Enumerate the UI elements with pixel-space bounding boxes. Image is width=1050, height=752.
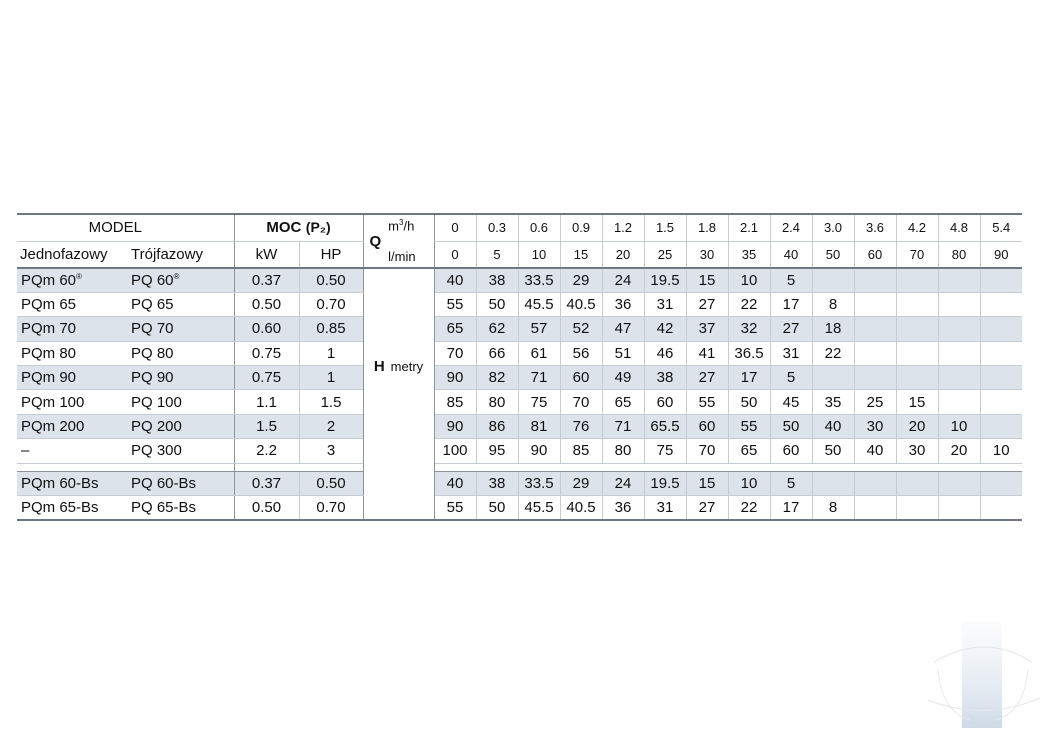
head-value-cell: 19.5 [644,268,686,292]
unit-m3h: $m^3/h$ [388,218,415,234]
single-phase-model [17,292,127,316]
head-value-cell: 75 [644,439,686,463]
single-phase-model-name: PQm 70 [21,320,77,338]
flow-m3h-cell: 0.9 [560,214,602,241]
head-value-cell: 70 [434,341,476,365]
single-phase-model [17,471,127,495]
flow-lmin-cell: 10 [518,241,560,268]
head-value-cell: 17 [770,292,812,316]
power-kw: 0.75 [234,366,299,390]
single-phase-model-name: PQm 65-Bs [21,498,99,516]
head-value-cell: 55 [434,292,476,316]
head-value-cell: 45.5 [518,496,560,520]
three-phase-model-name: PQ 70 [131,320,174,338]
separator-cell [728,463,770,471]
flow-lmin-cell: 15 [560,241,602,268]
flow-m3h-cell: 3.0 [812,214,854,241]
flow-m3h-cell: 0 [434,214,476,241]
single-phase-model-name: – [21,442,30,460]
single-phase-model-name: PQm 65 [21,296,77,314]
flow-m3h-cell: 1.8 [686,214,728,241]
head-value-cell: 40 [854,439,896,463]
head-value-cell: 10 [938,414,980,438]
head-value-cell: 55 [728,414,770,438]
head-value-cell: 85 [434,390,476,414]
head-value-cell [980,317,1022,341]
single-phase-model [17,390,127,414]
separator-cell [644,463,686,471]
performance-rows [17,268,1022,520]
table-row [17,292,1022,316]
head-value-cell: 8 [812,496,854,520]
flow-lmin-cell: 90 [980,241,1022,268]
head-value-cell: 15 [686,471,728,495]
three-phase-model [127,414,234,438]
power-hp: 0.50 [299,268,363,292]
pump-performance-table [17,213,1022,521]
head-value-cell [980,496,1022,520]
single-phase-model-name: PQm 60-Bs [21,474,99,492]
flow-lmin-cell: 30 [686,241,728,268]
head-value-cell [854,268,896,292]
head-value-cell [896,366,938,390]
flow-lmin-cell: 35 [728,241,770,268]
head-value-cell: 36 [602,292,644,316]
head-value-cell: 10 [728,268,770,292]
separator-cell [127,463,234,471]
head-value-cell: 31 [770,341,812,365]
separator-cell [17,463,127,471]
flow-lmin-cell: 40 [770,241,812,268]
flow-m3h-cell: 2.4 [770,214,812,241]
single-phase-model-name: PQm 200 [21,418,85,436]
head-value-cell: 60 [560,366,602,390]
head-value-cell: 50 [728,390,770,414]
head-value-cell: 36 [602,496,644,520]
head-value-cell [980,414,1022,438]
flow-m3h-cell: 0.6 [518,214,560,241]
three-phase-model [127,471,234,495]
head-value-cell: 65.5 [644,414,686,438]
separator-cell [854,463,896,471]
head-value-cell: 31 [644,292,686,316]
head-value-cell: 81 [518,414,560,438]
head-value-cell: 100 [434,439,476,463]
head-value-cell: 5 [770,366,812,390]
head-value-cell: 32 [728,317,770,341]
power-kw: 0.37 [234,268,299,292]
head-value-cell: 51 [602,341,644,365]
head-value-cell: 24 [602,471,644,495]
separator-cell [896,463,938,471]
head-value-cell: 55 [686,390,728,414]
head-value-cell: 80 [476,390,518,414]
table-row [17,439,1022,463]
head-value-cell: 8 [812,292,854,316]
head-value-cell [812,471,854,495]
head-value-cell: 75 [518,390,560,414]
three-phase-model [127,390,234,414]
head-value-cell: 71 [602,414,644,438]
three-phase-model-name: PQ 60 [131,271,174,289]
power-hp: 1 [299,341,363,365]
head-value-cell [980,292,1022,316]
model-heading: MODEL [17,214,234,241]
head-value-cell: 90 [434,414,476,438]
head-value-cell: 20 [896,414,938,438]
head-value-cell [938,341,980,365]
head-value-cell: 60 [686,414,728,438]
head-value-cell: 27 [770,317,812,341]
three-phase-model [127,292,234,316]
separator-cell [980,463,1022,471]
head-unit-label [363,268,434,463]
head-value-cell [854,496,896,520]
head-value-cell: 19.5 [644,471,686,495]
head-value-cell: 86 [476,414,518,438]
single-phase-model [17,496,127,520]
table-row [17,471,1022,495]
power-hp: 0.50 [299,471,363,495]
power-heading [234,214,363,241]
head-value-cell [980,268,1022,292]
three-phase-model [127,439,234,463]
head-value-cell: 38 [476,471,518,495]
single-phase-model-name: PQm 100 [21,393,85,411]
q-letter: Q [369,232,382,250]
head-value-cell [896,268,938,292]
head-value-cell [938,317,980,341]
head-value-cell: 38 [476,268,518,292]
watermark-logo [914,612,1050,752]
head-value-cell: 40.5 [560,496,602,520]
separator-cell [602,463,644,471]
flow-unit-header [363,214,434,268]
head-value-cell: 17 [728,366,770,390]
single-phase-model-name: PQm 80 [21,344,77,362]
separator-cell [434,463,476,471]
head-value-cell [812,268,854,292]
head-value-cell: 45.5 [518,292,560,316]
single-phase-model-name: PQm 60 [21,271,77,289]
single-phase-model [17,414,127,438]
head-value-cell [896,292,938,316]
head-value-cell: 66 [476,341,518,365]
head-value-cell: 22 [812,341,854,365]
head-value-cell: 56 [560,341,602,365]
three-phase-model-name: PQ 300 [131,442,182,460]
head-value-cell [938,366,980,390]
head-value-cell: 62 [476,317,518,341]
power-kw: 1.5 [234,414,299,438]
head-value-cell: 22 [728,496,770,520]
head-value-cell: 40 [434,268,476,292]
separator-cell [938,463,980,471]
head-value-cell: 57 [518,317,560,341]
flow-lmin-cell: 70 [896,241,938,268]
flow-m3h-cell: 4.8 [938,214,980,241]
head-value-cell: 45 [770,390,812,414]
three-phase-model [127,366,234,390]
flow-m3h-cell: 1.5 [644,214,686,241]
head-value-cell: 35 [812,390,854,414]
head-value-cell: 90 [434,366,476,390]
head-value-cell: 95 [476,439,518,463]
head-value-cell: 80 [602,439,644,463]
hp-heading: HP [299,241,363,268]
power-hp: 0.85 [299,317,363,341]
head-value-cell: 55 [434,496,476,520]
head-value-cell: 40.5 [560,292,602,316]
flow-lmin-cell: 50 [812,241,854,268]
head-value-cell: 60 [770,439,812,463]
h-unit: metry [390,358,424,374]
table-row [17,317,1022,341]
head-value-cell: 40 [434,471,476,495]
head-value-cell: 82 [476,366,518,390]
head-value-cell: 52 [560,317,602,341]
registered-mark: ® [76,271,82,281]
head-value-cell: 30 [896,439,938,463]
separator-cell [686,463,728,471]
head-value-cell: 27 [686,496,728,520]
registered-mark: ® [173,271,180,281]
head-value-cell: 15 [896,390,938,414]
separator-cell [234,463,299,471]
head-unit-spacer [363,471,434,520]
head-value-cell: 10 [980,439,1022,463]
power-hp: 0.70 [299,292,363,316]
head-value-cell [854,471,896,495]
head-value-cell: 25 [854,390,896,414]
power-kw: 0.75 [234,341,299,365]
table-row [17,414,1022,438]
head-value-cell: 37 [686,317,728,341]
head-value-cell: 50 [770,414,812,438]
flow-lmin-cell: 80 [938,241,980,268]
flow-m3h-cell: 4.2 [896,214,938,241]
flow-m3h-cell: 3.6 [854,214,896,241]
head-value-cell: 40 [812,414,854,438]
head-value-cell [812,366,854,390]
head-value-cell: 90 [518,439,560,463]
head-value-cell: 70 [560,390,602,414]
three-phase-model-name: PQ 200 [131,418,182,436]
head-value-cell: 50 [476,496,518,520]
head-value-cell: 85 [560,439,602,463]
power-hp: 3 [299,439,363,463]
table-row [17,390,1022,414]
power-hp: 2 [299,414,363,438]
table-row [17,268,1022,292]
head-value-cell: 20 [938,439,980,463]
head-value-cell: 36.5 [728,341,770,365]
head-value-cell: 33.5 [518,268,560,292]
head-value-cell [938,268,980,292]
head-value-cell: 17 [770,496,812,520]
three-phase-model [127,341,234,365]
head-value-cell: 49 [602,366,644,390]
head-value-cell: 50 [476,292,518,316]
single-phase-model-name: PQm 90 [21,369,77,387]
three-phase-model [127,496,234,520]
head-value-cell [938,471,980,495]
three-phase-model-name: PQ 90 [131,369,174,387]
table-row [17,366,1022,390]
three-phase-model-name: PQ 65 [131,296,174,314]
single-phase-model [17,366,127,390]
flow-lmin-cell: 60 [854,241,896,268]
section-separator [17,463,1022,471]
head-value-cell: 65 [434,317,476,341]
head-value-cell [938,390,980,414]
head-value-cell: 22 [728,292,770,316]
three-phase-model [127,268,234,292]
head-value-cell: 46 [644,341,686,365]
head-value-cell [896,471,938,495]
head-value-cell [896,341,938,365]
separator-cell [518,463,560,471]
head-value-cell: 5 [770,268,812,292]
head-value-cell: 30 [854,414,896,438]
head-value-cell [854,366,896,390]
head-value-cell: 29 [560,268,602,292]
power-hp: 0.70 [299,496,363,520]
power-kw: 0.37 [234,471,299,495]
separator-cell [299,463,363,471]
head-value-cell [980,471,1022,495]
head-value-cell: 5 [770,471,812,495]
flow-lmin-cell: 5 [476,241,518,268]
single-phase-heading: Jednofazowy [17,241,127,268]
separator-cell [476,463,518,471]
head-value-cell: 27 [686,292,728,316]
head-value-cell: 61 [518,341,560,365]
head-value-cell [938,496,980,520]
single-phase-model [17,341,127,365]
unit-lmin: l/min [388,249,416,264]
single-phase-model [17,317,127,341]
power-sub-label: (P₂) [305,218,331,235]
h-letter: H [373,357,385,375]
flow-m3h-cell: 2.1 [728,214,770,241]
head-value-cell: 29 [560,471,602,495]
kw-heading: kW [234,241,299,268]
power-hp: 1 [299,366,363,390]
head-value-cell [854,292,896,316]
head-value-cell: 41 [686,341,728,365]
head-value-cell: 27 [686,366,728,390]
flow-lmin-cell: 25 [644,241,686,268]
head-value-cell: 18 [812,317,854,341]
head-value-cell [980,341,1022,365]
head-value-cell: 42 [644,317,686,341]
power-hp: 1.5 [299,390,363,414]
head-value-cell [980,390,1022,414]
flow-lmin-cell: 20 [602,241,644,268]
power-kw: 2.2 [234,439,299,463]
head-value-cell [854,317,896,341]
separator-cell [363,463,434,471]
single-phase-model [17,268,127,292]
power-kw: 0.50 [234,496,299,520]
three-phase-model-name: PQ 100 [131,393,182,411]
head-value-cell [896,496,938,520]
three-phase-model-name: PQ 65-Bs [131,498,197,516]
head-value-cell [854,341,896,365]
three-phase-heading: Trójfazowy [127,241,234,268]
table-row [17,341,1022,365]
separator-cell [812,463,854,471]
head-value-cell [938,292,980,316]
head-value-cell: 70 [686,439,728,463]
head-value-cell [896,317,938,341]
three-phase-model-name: PQ 80 [131,344,174,362]
flow-m3h-cell: 0.3 [476,214,518,241]
three-phase-model [127,317,234,341]
head-value-cell: 71 [518,366,560,390]
head-value-cell: 33.5 [518,471,560,495]
separator-cell [770,463,812,471]
head-value-cell: 10 [728,471,770,495]
power-kw: 0.60 [234,317,299,341]
flow-lmin-cell: 0 [434,241,476,268]
head-value-cell [980,366,1022,390]
head-value-cell: 76 [560,414,602,438]
power-label: MOC [266,218,302,236]
head-value-cell: 38 [644,366,686,390]
three-phase-model-name: PQ 60-Bs [131,474,197,492]
head-value-cell: 47 [602,317,644,341]
head-value-cell: 60 [644,390,686,414]
separator-cell [560,463,602,471]
head-value-cell: 15 [686,268,728,292]
single-phase-model [17,439,127,463]
power-kw: 1.1 [234,390,299,414]
flow-m3h-cell: 5.4 [980,214,1022,241]
head-value-cell: 50 [812,439,854,463]
head-value-cell: 24 [602,268,644,292]
table-row [17,496,1022,520]
head-value-cell: 65 [602,390,644,414]
head-value-cell: 31 [644,496,686,520]
head-value-cell: 65 [728,439,770,463]
power-kw: 0.50 [234,292,299,316]
flow-m3h-cell: 1.2 [602,214,644,241]
